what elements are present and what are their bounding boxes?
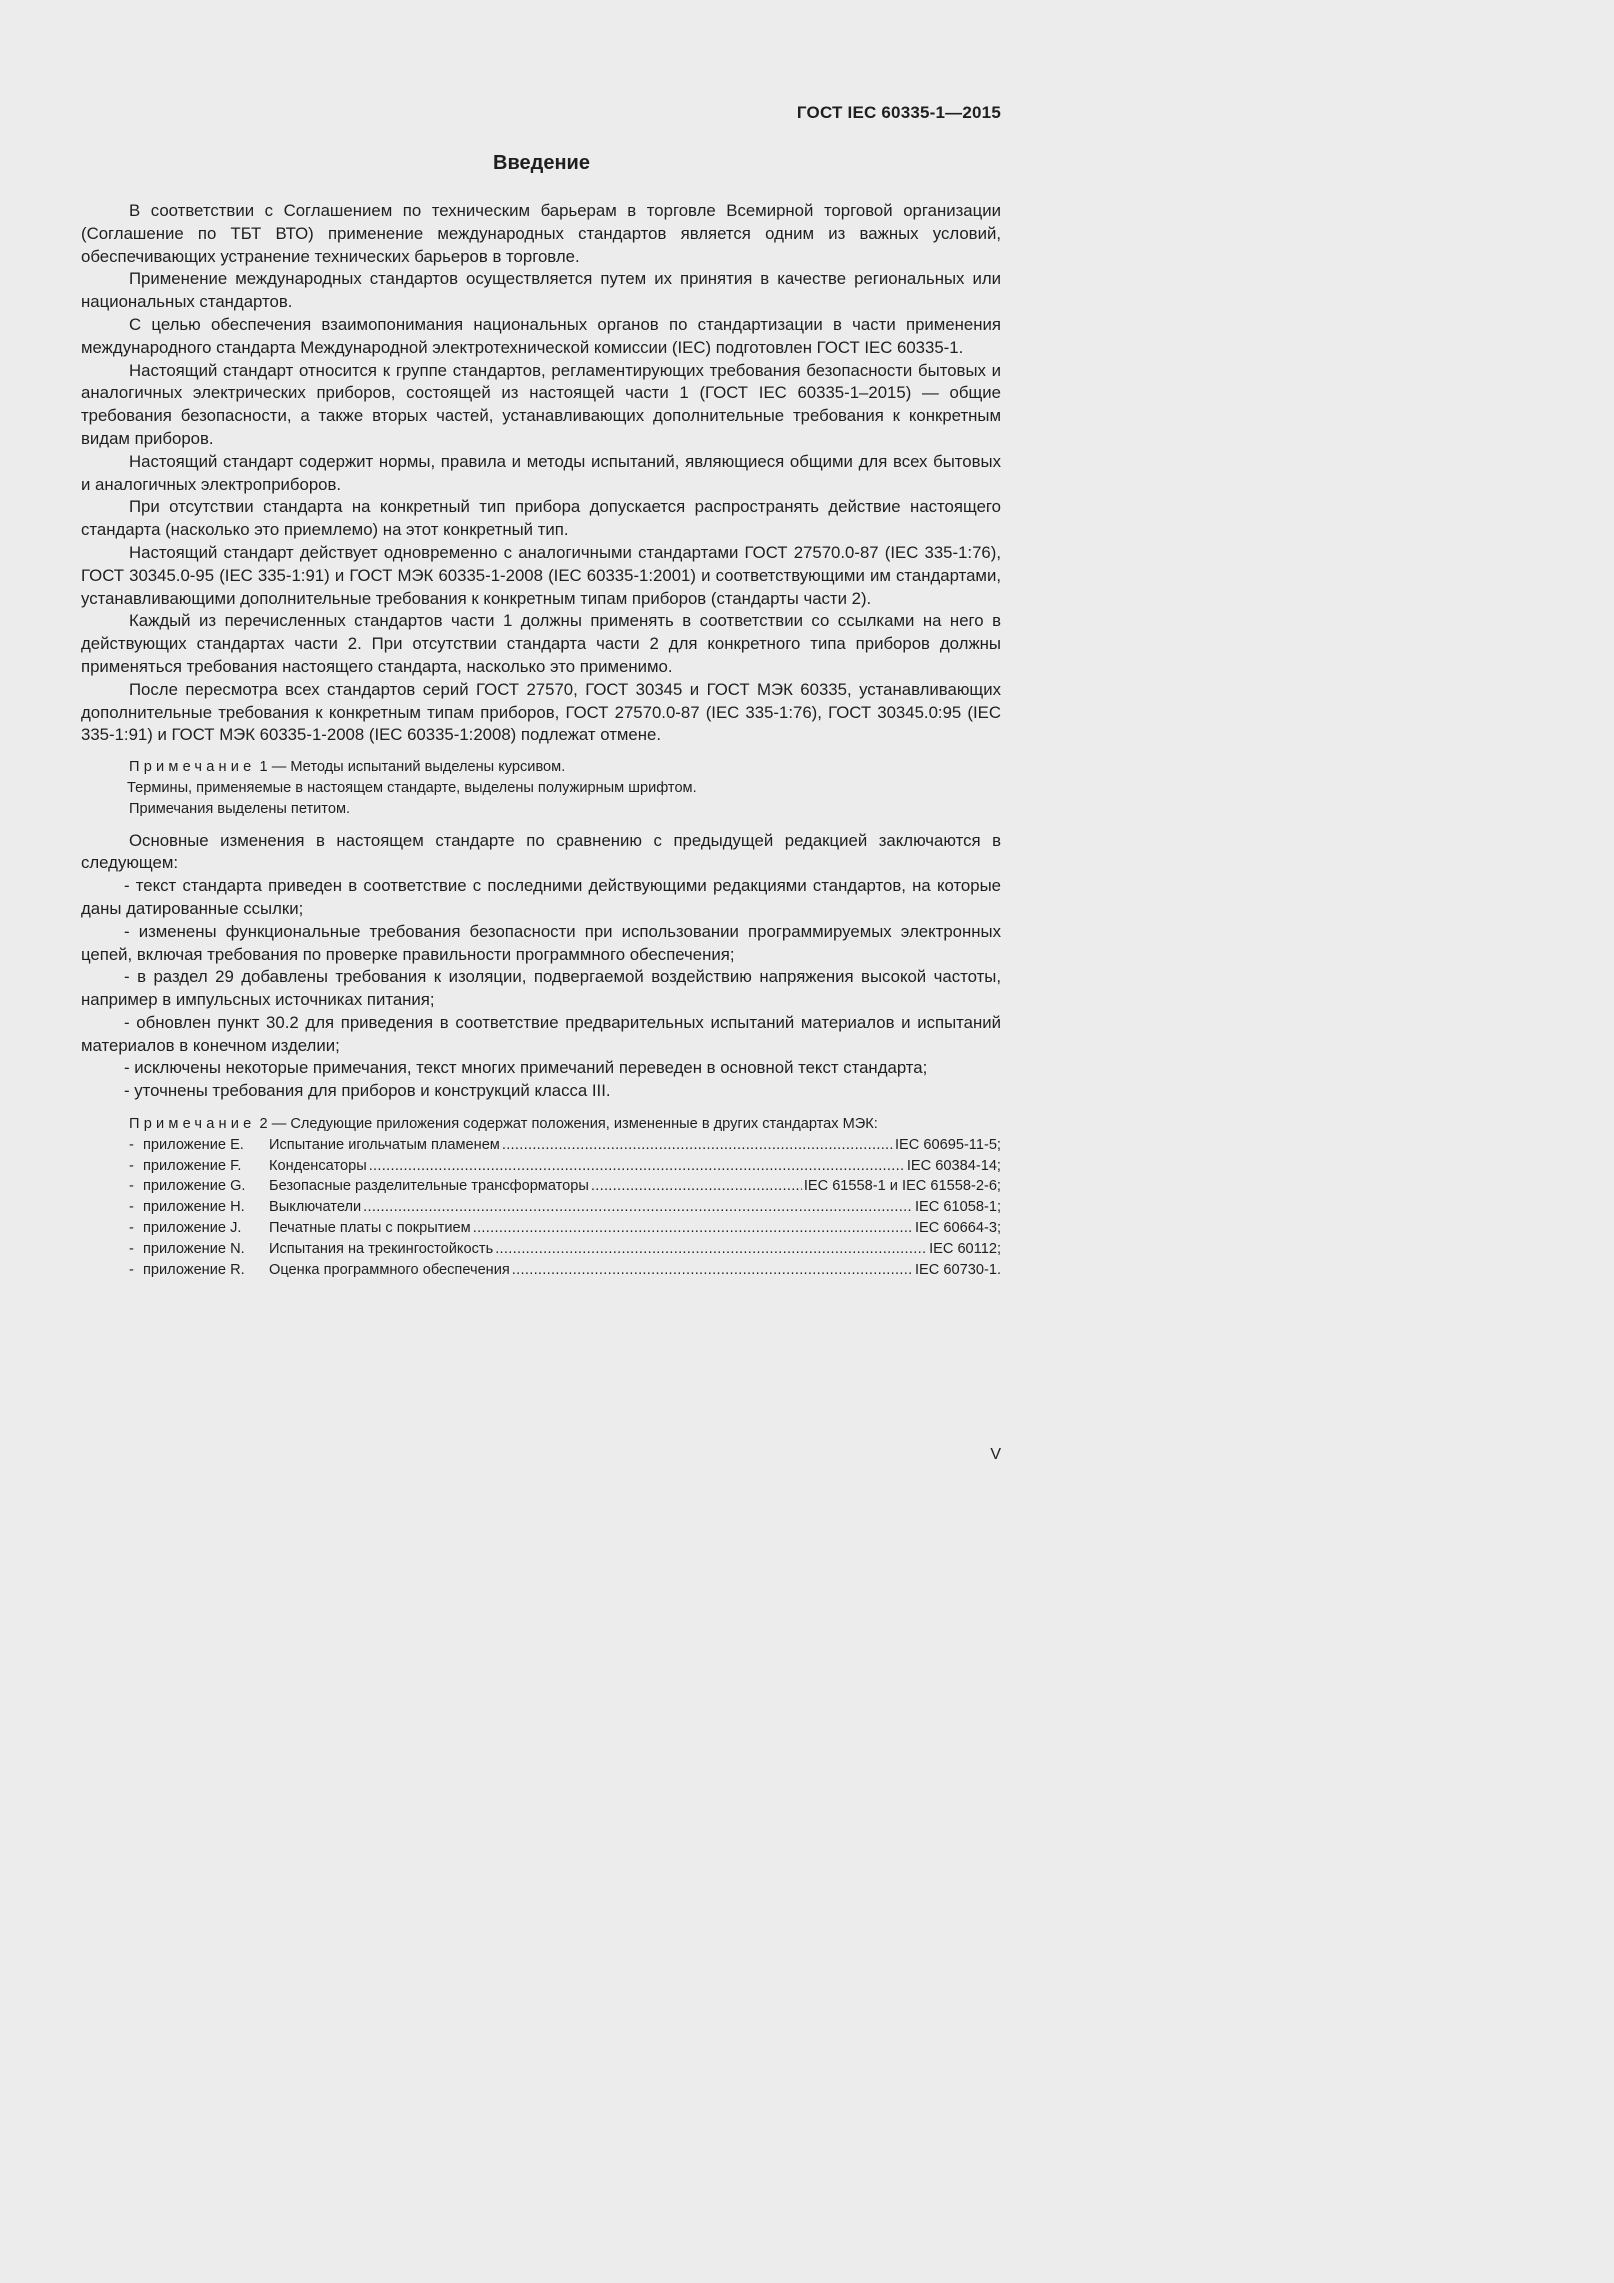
leader-dots (473, 1218, 913, 1239)
annex-label: приложение N. (143, 1240, 245, 1257)
paragraph: Каждый из перечисленных стандартов части 1 должны применять в соответствии со ссылками на него в действующих стандартах части 2. При отсутствии стандарта части 2 для конкретного типа приборов должны применяться требования настоящего стандарта, насколько это применимо. (81, 611, 1001, 676)
annex-dash: - (129, 1261, 134, 1278)
annex-label: приложение R. (143, 1261, 245, 1278)
page-number: V (990, 1446, 1001, 1463)
paragraph: Настоящий стандарт действует одновременно с аналогичными стандартами ГОСТ 27570.0-87 (IEC 335-1:76), ГОСТ 30345.0-95 (IEC 335-1:91) и ГОСТ МЭК 60335-1-2008 (IEC 60335-1:2001) и соответствующими им стандартами, устанавливающими дополнительные требования к конкретным типам приборов (стандарты части 2). (81, 542, 1001, 608)
leader-dots (369, 1156, 905, 1177)
page-title: Введение (493, 152, 590, 174)
annex-row (129, 1135, 1001, 1156)
leader-dots (591, 1176, 802, 1197)
annex-title: Безопасные разделительные трансформаторы (269, 1178, 589, 1195)
paragraph: Настоящий стандарт относится к группе стандартов, регламентирующих требования безопасности бытовых и аналогичных электрических приборов, состоящей из настоящей части 1 (ГОСТ IEC 60335-1–2015) — общие требования безопасности, а также вторых частей, устанавливающих дополнительные требования к конкретным видам приборов. (81, 360, 1001, 448)
annex-dash: - (129, 1220, 134, 1237)
leader-dots (502, 1135, 893, 1156)
list-item: - текст стандарта приведен в соответствие с последними действующими редакциями стандартов, на которые даны датированные ссылки; (81, 876, 1001, 918)
changes-list (81, 875, 1001, 1103)
paragraph: С целью обеспечения взаимопонимания национальных органов по стандартизации в части применения международного стандарта Международной электротехнической комиссии (IEC) подготовлен ГОСТ IEC 60335-1. (81, 314, 1001, 357)
leader-dots (512, 1260, 913, 1281)
note-1-text: 1 — Методы испытаний выделены курсивом. (259, 759, 566, 776)
list-item: - изменены функциональные требования безопасности при использовании программируемых электронных цепей, включая требования по проверке правильности программного обеспечения; (81, 921, 1001, 964)
annex-ref: IEC 61558-1 и IEC 61558-2-6; (803, 1178, 1001, 1195)
annex-label: приложение G. (143, 1178, 246, 1195)
note-1-line-2: Термины, применяемые в настоящем стандарте, выделены полужирным шрифтом. (127, 779, 697, 796)
list-item: - исключены некоторые примечания, текст многих примечаний переведен в основной текст стандарта; (124, 1058, 928, 1078)
note-2 (81, 1114, 1001, 1280)
annex-row (129, 1156, 1001, 1177)
annex-ref: IEC 60384-14; (906, 1157, 1001, 1174)
annex-title: Печатные платы с покрытием (269, 1220, 471, 1237)
annex-title: Испытание игольчатым пламенем (269, 1136, 500, 1153)
annex-label: приложение J. (143, 1220, 242, 1237)
annex-dash: - (129, 1178, 134, 1195)
list-item: - обновлен пункт 30.2 для приведения в соответствие предварительных испытаний материалов и испытаний материалов в конечном изделии; (81, 1012, 1001, 1055)
document-code: ГОСТ IEC 60335-1—2015 (796, 103, 1001, 122)
annex-dash: - (129, 1157, 134, 1174)
note-1 (81, 757, 1001, 819)
note-2-head (129, 1114, 1001, 1135)
list-item: - в раздел 29 добавлены требования к изоляции, подвергаемой воздействию напряжения высокой частоты, например в импульсных источниках питания; (81, 967, 1001, 1010)
paragraph: Применение международных стандартов осуществляется путем их принятия в качестве региональных или национальных стандартов. (81, 269, 1001, 312)
annex-title: Оценка программного обеспечения (269, 1261, 510, 1278)
annex-row (129, 1218, 1001, 1239)
annex-row (129, 1197, 1001, 1218)
annex-ref: IEC 61058-1; (915, 1199, 1001, 1216)
note-label: Примечание (129, 759, 256, 776)
leader-dots (363, 1197, 913, 1218)
leader-dots (495, 1239, 927, 1260)
annex-ref: IEC 60664-3; (915, 1220, 1001, 1237)
note-2-text: 2 — Следующие приложения содержат положения, измененные в других стандартах МЭК: (259, 1116, 878, 1133)
annex-row (129, 1176, 1001, 1197)
note-label: Примечание (129, 1116, 256, 1133)
annex-ref: IEC 60730-1. (915, 1261, 1001, 1278)
note-1-line-3: Примечания выделены петитом. (129, 800, 351, 817)
paragraph: В соответствии с Соглашением по техническим барьерам в торговле Всемирной торговой организации (Соглашение по ТБТ ВТО) применение международных стандартов является одним из важных условий, обеспечивающих устранение технических барьеров в торговле. (81, 201, 1001, 266)
annex-title: Конденсаторы (269, 1157, 367, 1174)
annex-ref: IEC 60695-11-5; (894, 1136, 1001, 1153)
paragraph: После пересмотра всех стандартов серий ГОСТ 27570, ГОСТ 30345 и ГОСТ МЭК 60335, устанавливающих дополнительные требования к конкретным типам приборов, ГОСТ 27570.0-87 (IEC 335-1:76), ГОСТ 30345.0:95 (IEC 335-1:91) и ГОСТ МЭК 60335-1-2008 (IEC 60335-1:2008) подлежат отмене. (81, 679, 1001, 745)
annex-label: приложение E. (143, 1136, 244, 1153)
paragraph: Настоящий стандарт содержит нормы, правила и методы испытаний, являющиеся общими для всех бытовых и аналогичных электроприборов. (81, 451, 1001, 494)
changes-intro: Основные изменения в настоящем стандарте по сравнению с предыдущей редакцией заключаются в следующем: (81, 830, 1001, 873)
note-1-line-1 (129, 757, 1001, 778)
annex-dash: - (129, 1199, 134, 1216)
annex-label: приложение F. (143, 1157, 242, 1174)
annex-label: приложение H. (143, 1199, 245, 1216)
annex-title: Выключатели (269, 1199, 362, 1216)
annex-row (129, 1260, 1001, 1281)
paragraph: При отсутствии стандарта на конкретный тип прибора допускается распространять действие настоящего стандарта (насколько это приемлемо) на этот конкретный тип. (81, 497, 1001, 540)
annex-title: Испытания на трекингостойкость (269, 1240, 494, 1257)
document-body (81, 200, 1001, 1280)
annex-dash: - (129, 1136, 134, 1153)
annex-dash: - (129, 1240, 134, 1257)
annex-row (129, 1239, 1001, 1260)
list-item: - уточнены требования для приборов и конструкций класса III. (124, 1081, 611, 1101)
annex-ref: IEC 60112; (929, 1240, 1001, 1257)
